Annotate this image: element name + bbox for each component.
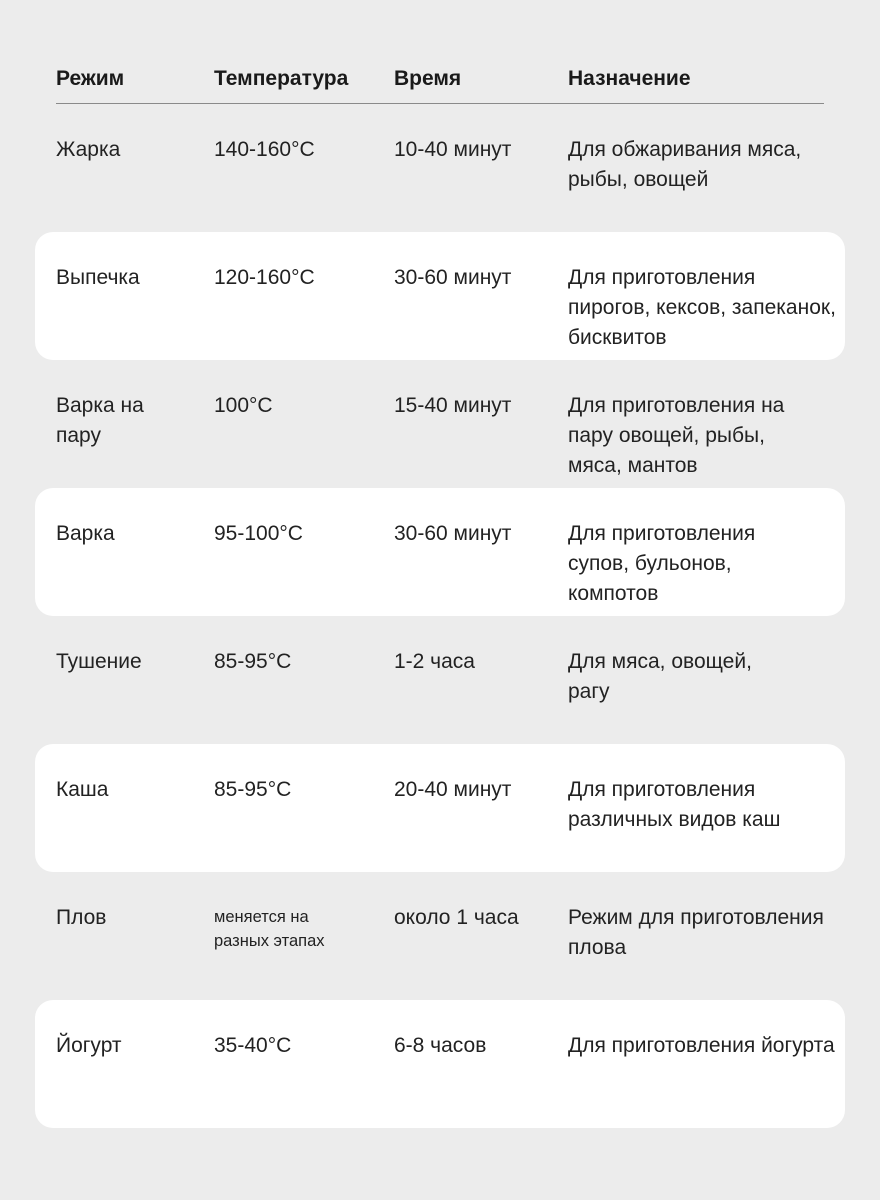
- cell-temperature: 100°C: [214, 394, 273, 417]
- cell-mode: Каша: [56, 778, 109, 801]
- cell-purpose: Для приготовления супов, бульонов, компотов: [568, 522, 756, 605]
- cell-time: около 1 часа: [394, 906, 519, 929]
- cell-mode: Выпечка: [56, 266, 140, 289]
- cell-purpose: Для мяса, овощей, рагу: [568, 650, 752, 703]
- cell-temperature: 85-95°C: [214, 778, 292, 801]
- cell-purpose: Для приготовления йогурта: [568, 1034, 835, 1057]
- cell-mode: Йогурт: [56, 1034, 122, 1057]
- table-header: [56, 60, 824, 104]
- cell-purpose: Для приготовления различных видов каш: [568, 778, 781, 831]
- table-row-frying: [35, 104, 845, 232]
- cell-time: 6-8 часов: [394, 1034, 487, 1057]
- table-row-yogurt: [35, 1000, 845, 1128]
- cell-mode: Жарка: [56, 138, 121, 161]
- table-row-pilaf: [35, 872, 845, 1000]
- cell-purpose: Для приготовления пирогов, кексов, запеканок, бисквитов: [568, 266, 836, 349]
- cell-time: 1-2 часа: [394, 650, 475, 673]
- table-row-steaming: [35, 360, 845, 488]
- cell-mode: Плов: [56, 906, 107, 929]
- header-temperature: Температура: [214, 67, 349, 90]
- header-mode: Режим: [56, 67, 125, 90]
- header-time: Время: [394, 67, 462, 90]
- cell-mode: Варка: [56, 522, 115, 545]
- cell-time: 20-40 минут: [394, 778, 512, 801]
- cell-temperature: 120-160°C: [214, 266, 315, 289]
- cooking-modes-table: [35, 60, 845, 1128]
- cell-temperature: 85-95°C: [214, 650, 292, 673]
- cell-purpose: Режим для приготовления плова: [568, 906, 824, 959]
- cell-time: 15-40 минут: [394, 394, 512, 417]
- cell-mode: Тушение: [56, 650, 142, 673]
- cell-time: 10-40 минут: [394, 138, 512, 161]
- cell-temperature: 95-100°C: [214, 522, 303, 545]
- cell-time: 30-60 минут: [394, 266, 512, 289]
- header-purpose: Назначение: [568, 67, 691, 90]
- cell-time: 30-60 минут: [394, 522, 512, 545]
- cell-purpose: Для приготовления на пару овощей, рыбы, мяса, мантов: [568, 394, 785, 477]
- table-row-stewing: [35, 616, 845, 744]
- cell-mode: Варка на пару: [56, 394, 144, 447]
- cell-temperature: 35-40°C: [214, 1034, 292, 1057]
- cell-purpose: Для обжаривания мяса, рыбы, овощей: [568, 138, 802, 191]
- table-row-boiling: [35, 488, 845, 616]
- cell-temperature: меняется на разных этапах: [214, 908, 325, 950]
- table-row-baking: [35, 232, 845, 360]
- cell-temperature: 140-160°C: [214, 138, 315, 161]
- table-row-porridge: [35, 744, 845, 872]
